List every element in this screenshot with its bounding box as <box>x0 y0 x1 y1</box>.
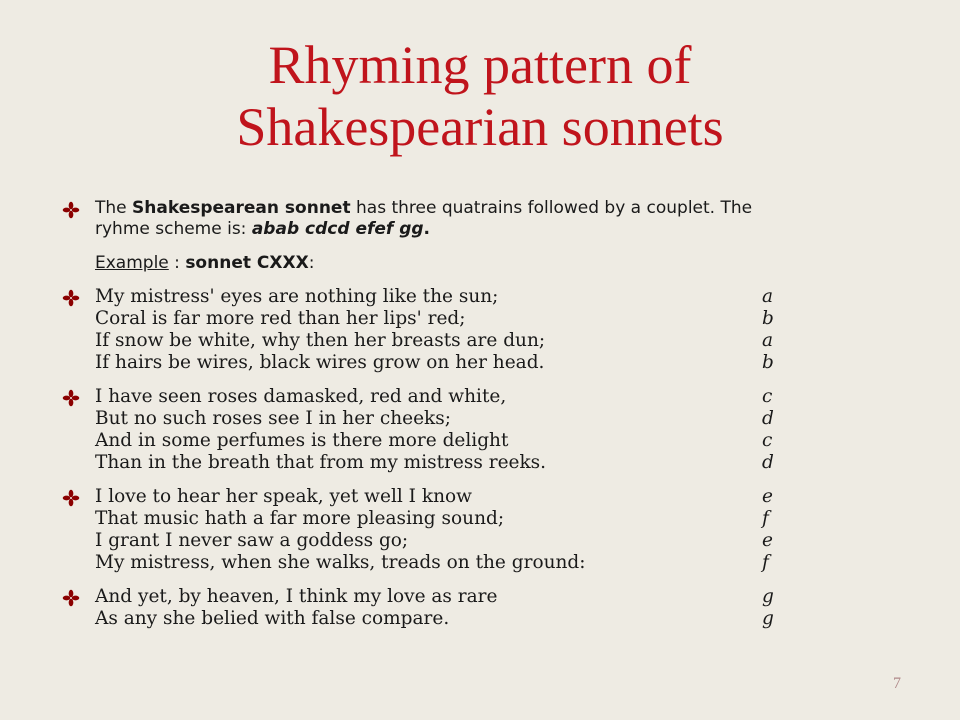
title-line-2: Shakespearian sonnets <box>236 97 724 157</box>
intro-bold-term: Shakespearean sonnet <box>132 198 351 218</box>
sonnet-line-text: Coral is far more red than her lips' red; <box>95 308 466 329</box>
sonnet-line <box>95 452 774 474</box>
title-line-1: Rhyming pattern of <box>268 35 692 95</box>
intro-text-mid: has three quatrains followed by a couplet. The ryhme scheme is: <box>95 198 753 239</box>
sonnet-line <box>95 508 769 530</box>
example-label: Example <box>95 253 169 273</box>
rhyme-letter: a <box>762 286 774 307</box>
sonnet-line <box>95 430 773 452</box>
stanza <box>62 286 774 374</box>
example-line <box>62 252 762 274</box>
sonnet-line-text: Than in the breath that from my mistress reeks. <box>95 452 547 473</box>
sonnet-name: sonnet CXXX <box>185 253 309 273</box>
sonnet-line-text: My mistress' eyes are nothing like the sun; <box>95 286 499 307</box>
sonnet-line-text: But no such roses see I in her cheeks; <box>95 408 451 429</box>
stanza <box>62 486 773 574</box>
intro-text-pre: The <box>95 198 133 218</box>
rhyme-letter: f <box>762 508 769 529</box>
sonnet-line-text: I love to hear her speak, yet well I know <box>95 486 472 507</box>
four-petal-bullet-icon <box>62 489 80 507</box>
rhyme-letter: d <box>762 408 774 429</box>
sonnet-line <box>95 608 774 630</box>
sonnet-line-text: As any she belied with false compare. <box>95 608 450 629</box>
sonnet-line-text: That music hath a far more pleasing sound; <box>95 508 505 529</box>
sonnet-line <box>95 386 773 408</box>
rhyme-letter: g <box>762 586 774 607</box>
rhyme-letter: d <box>762 452 774 473</box>
intro-text-post: . <box>423 219 431 239</box>
stanza <box>62 586 774 630</box>
slide-title <box>0 34 960 158</box>
sonnet-line <box>95 352 774 374</box>
sonnet-line <box>95 552 769 574</box>
four-petal-bullet-icon <box>62 201 80 219</box>
stanza <box>62 386 774 474</box>
sonnet-line-text: My mistress, when she walks, treads on the ground: <box>95 552 586 573</box>
sonnet-stanzas <box>62 286 774 630</box>
sonnet-line-text: If hairs be wires, black wires grow on her head. <box>95 352 545 373</box>
four-petal-bullet-icon <box>62 589 80 607</box>
rhyme-letter: e <box>762 530 773 551</box>
rhyme-scheme: abab cdcd efef gg <box>251 219 424 239</box>
sonnet-line <box>95 408 774 430</box>
sonnet-line-text: I grant I never saw a goddess go; <box>95 530 409 551</box>
rhyme-letter: g <box>762 608 774 629</box>
rhyme-letter: e <box>762 486 773 507</box>
sonnet-line <box>95 330 774 352</box>
sonnet-line <box>95 530 773 552</box>
sonnet-line-text: And in some perfumes is there more delight <box>95 430 509 451</box>
sonnet-line-text: And yet, by heaven, I think my love as rare <box>95 586 498 607</box>
rhyme-letter: a <box>762 330 774 351</box>
rhyme-letter: c <box>762 386 773 407</box>
sonnet-line <box>95 586 774 608</box>
rhyme-letter: b <box>762 352 774 373</box>
intro-paragraph <box>62 198 762 240</box>
page-number: 7 <box>893 675 901 692</box>
sonnet-line <box>95 286 774 308</box>
sonnet-line-text: If snow be white, why then her breasts are dun; <box>95 330 546 351</box>
rhyme-letter: f <box>762 552 769 573</box>
four-petal-bullet-icon <box>62 389 80 407</box>
sonnet-line-text: I have seen roses damasked, red and white, <box>95 386 507 407</box>
sonnet-line <box>95 308 774 330</box>
sonnet-line <box>95 486 773 508</box>
four-petal-bullet-icon <box>62 289 80 307</box>
rhyme-letter: b <box>762 308 774 329</box>
example-colon: : <box>308 253 315 273</box>
rhyme-letter: c <box>762 430 773 451</box>
example-sep: : <box>168 253 186 273</box>
slide-body <box>62 198 774 630</box>
